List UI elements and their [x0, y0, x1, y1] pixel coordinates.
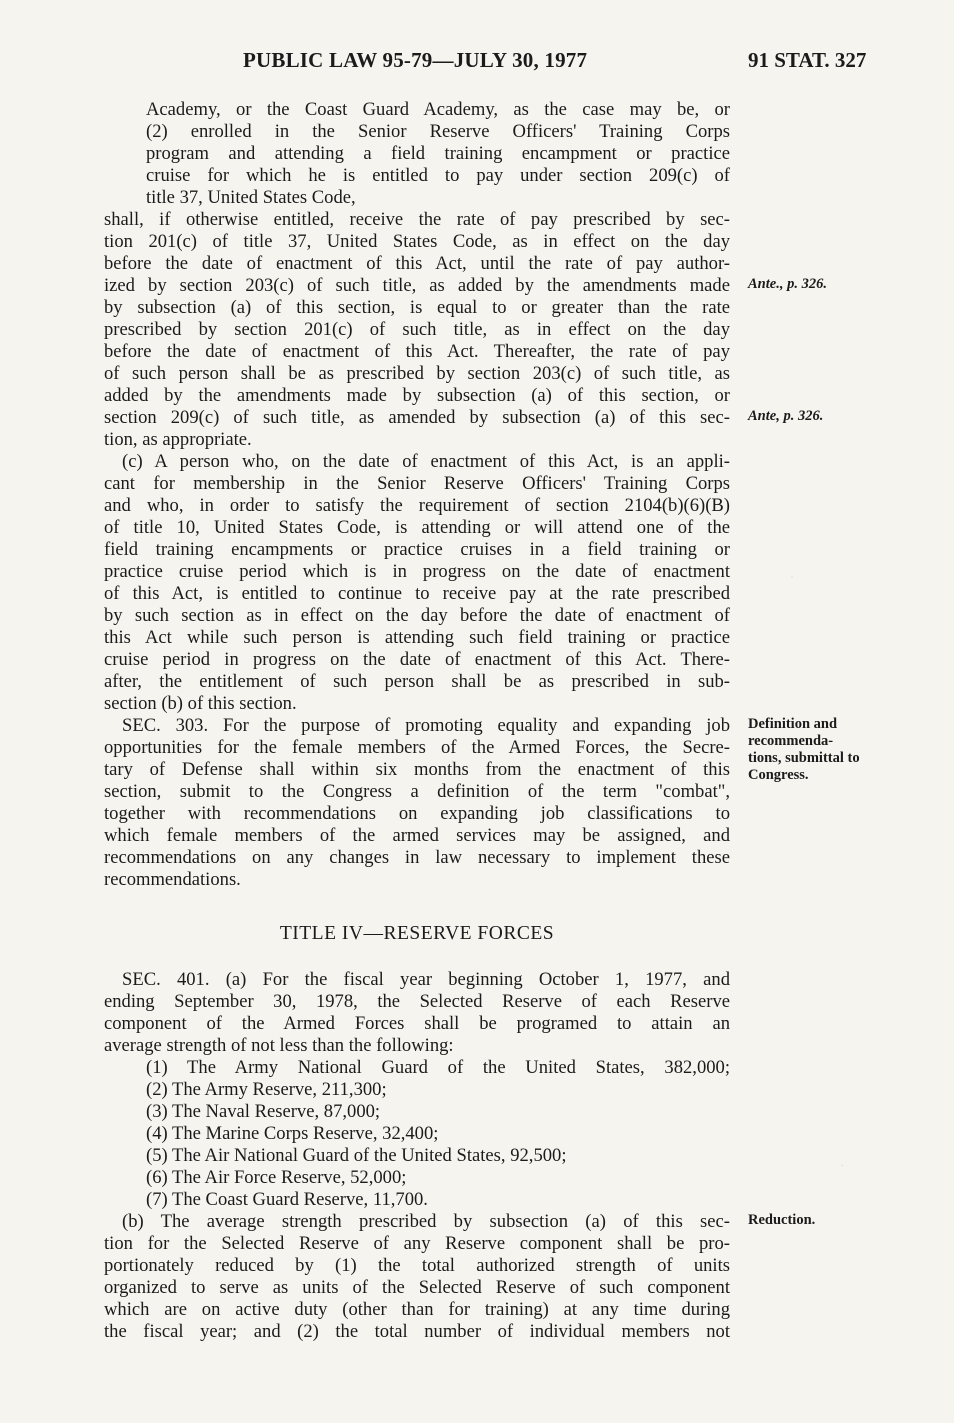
text-line: cruise period in progress on the date of enactment of this Act. There-: [104, 649, 730, 670]
page-header-stat-citation: 91 STAT. 327: [748, 48, 867, 72]
text-line: organized to serve as units of the Selected Reserve of such component: [104, 1277, 730, 1298]
text-line: by such section as in effect on the day before the date of enactment of: [104, 605, 730, 626]
text-line: recommendations on any changes in law necessary to implement these: [104, 847, 730, 868]
text-line: prescribed by section 201(c) of such title, as in effect on the day: [104, 319, 730, 340]
margin-note-ante: Ante, p. 326.: [748, 408, 824, 424]
text-line: section (b) of this section.: [104, 693, 297, 714]
text-line: shall, if otherwise entitled, receive the rate of pay prescribed by sec-: [104, 209, 730, 230]
margin-note-definition-line: tions, submittal to: [748, 750, 860, 766]
text-line: title 37, United States Code,: [146, 187, 356, 208]
text-line: this Act while such person is attending such field training or practice: [104, 627, 730, 648]
text-line: (b) The average strength prescribed by subsection (a) of this sec-: [122, 1211, 730, 1232]
text-line: which female members of the armed services may be assigned, and: [104, 825, 730, 846]
list-item: (2) The Army Reserve, 211,300;: [146, 1079, 387, 1100]
list-item: (7) The Coast Guard Reserve, 11,700.: [146, 1189, 428, 1210]
text-line: component of the Armed Forces shall be programed to attain an: [104, 1013, 730, 1034]
margin-note-ante: Ante., p. 326.: [748, 276, 827, 292]
text-line: ized by section 203(c) of such title, as added by the amendments made: [104, 275, 730, 296]
text-line: together with recommendations on expanding job classifications to: [104, 803, 730, 824]
text-line: and who, in order to satisfy the requirement of section 2104(b)(6)(B): [104, 495, 730, 516]
text-line: tion for the Selected Reserve of any Reserve component shall be pro-: [104, 1233, 730, 1254]
text-line: after, the entitlement of such person shall be as prescribed in sub-: [104, 671, 730, 692]
bleed-through-mark: ·: [840, 1158, 844, 1172]
bleed-through-mark: ·: [790, 570, 794, 584]
margin-note-definition-line: Definition and: [748, 716, 838, 732]
page-header-title: PUBLIC LAW 95-79—JULY 30, 1977: [243, 48, 588, 72]
text-line: the fiscal year; and (2) the total number of individual members not: [104, 1321, 730, 1342]
text-line: portionately reduced by (1) the total authorized strength of units: [104, 1255, 730, 1276]
text-line: Academy, or the Coast Guard Academy, as the case may be, or: [146, 99, 730, 120]
text-line: program and attending a field training encampment or practice: [146, 143, 730, 164]
text-line: tary of Defense shall within six months from the enactment of this: [104, 759, 730, 780]
text-line: added by the amendments made by subsection (a) of this section, or: [104, 385, 730, 406]
margin-note-definition-line: Congress.: [748, 767, 809, 783]
list-item: (1) The Army National Guard of the United States, 382,000;: [146, 1057, 730, 1078]
text-line: practice cruise period which is in progress on the date of enactment: [104, 561, 730, 582]
text-line: field training encampments or practice cruises in a field training or: [104, 539, 730, 560]
text-line: of this Act, is entitled to continue to receive pay at the rate prescribed: [104, 583, 730, 604]
list-item: (6) The Air Force Reserve, 52,000;: [146, 1167, 407, 1188]
text-line: SEC. 303. For the purpose of promoting equality and expanding job: [122, 715, 730, 736]
text-line: ending September 30, 1978, the Selected Reserve of each Reserve: [104, 991, 730, 1012]
text-line: tion 201(c) of title 37, United States Code, as in effect on the day: [104, 231, 730, 252]
text-line: recommendations.: [104, 869, 241, 890]
text-line: before the date of enactment of this Act, until the rate of pay author-: [104, 253, 730, 274]
text-line: by subsection (a) of this section, is equal to or greater than the rate: [104, 297, 730, 318]
margin-note-reduction: Reduction.: [748, 1212, 816, 1228]
list-item: (5) The Air National Guard of the United States, 92,500;: [146, 1145, 567, 1166]
text-line: (c) A person who, on the date of enactment of this Act, is an appli-: [122, 451, 730, 472]
text-line: before the date of enactment of this Act. Thereafter, the rate of pay: [104, 341, 730, 362]
text-line: of such person shall be as prescribed by section 203(c) of such title, as: [104, 363, 730, 384]
text-line: tion, as appropriate.: [104, 429, 252, 450]
text-line: cruise for which he is entitled to pay under section 209(c) of: [146, 165, 730, 186]
text-line: cant for membership in the Senior Reserve Officers' Training Corps: [104, 473, 730, 494]
text-line: section 209(c) of such title, as amended by subsection (a) of this sec-: [104, 407, 730, 428]
section-heading: TITLE IV—RESERVE FORCES: [279, 923, 555, 944]
text-line: which are on active duty (other than for training) at any time during: [104, 1299, 730, 1320]
margin-note-definition-line: recommenda-: [748, 733, 834, 749]
list-item: (3) The Naval Reserve, 87,000;: [146, 1101, 381, 1122]
text-line: SEC. 401. (a) For the fiscal year beginning October 1, 1977, and: [122, 969, 730, 990]
text-line: opportunities for the female members of the Armed Forces, the Secre-: [104, 737, 730, 758]
text-line: (2) enrolled in the Senior Reserve Officers' Training Corps: [146, 121, 730, 142]
list-item: (4) The Marine Corps Reserve, 32,400;: [146, 1123, 439, 1144]
text-line: section, submit to the Congress a definition of the term "combat",: [104, 781, 730, 802]
text-line: average strength of not less than the following:: [104, 1035, 454, 1056]
text-line: of title 10, United States Code, is attending or will attend one of the: [104, 517, 730, 538]
